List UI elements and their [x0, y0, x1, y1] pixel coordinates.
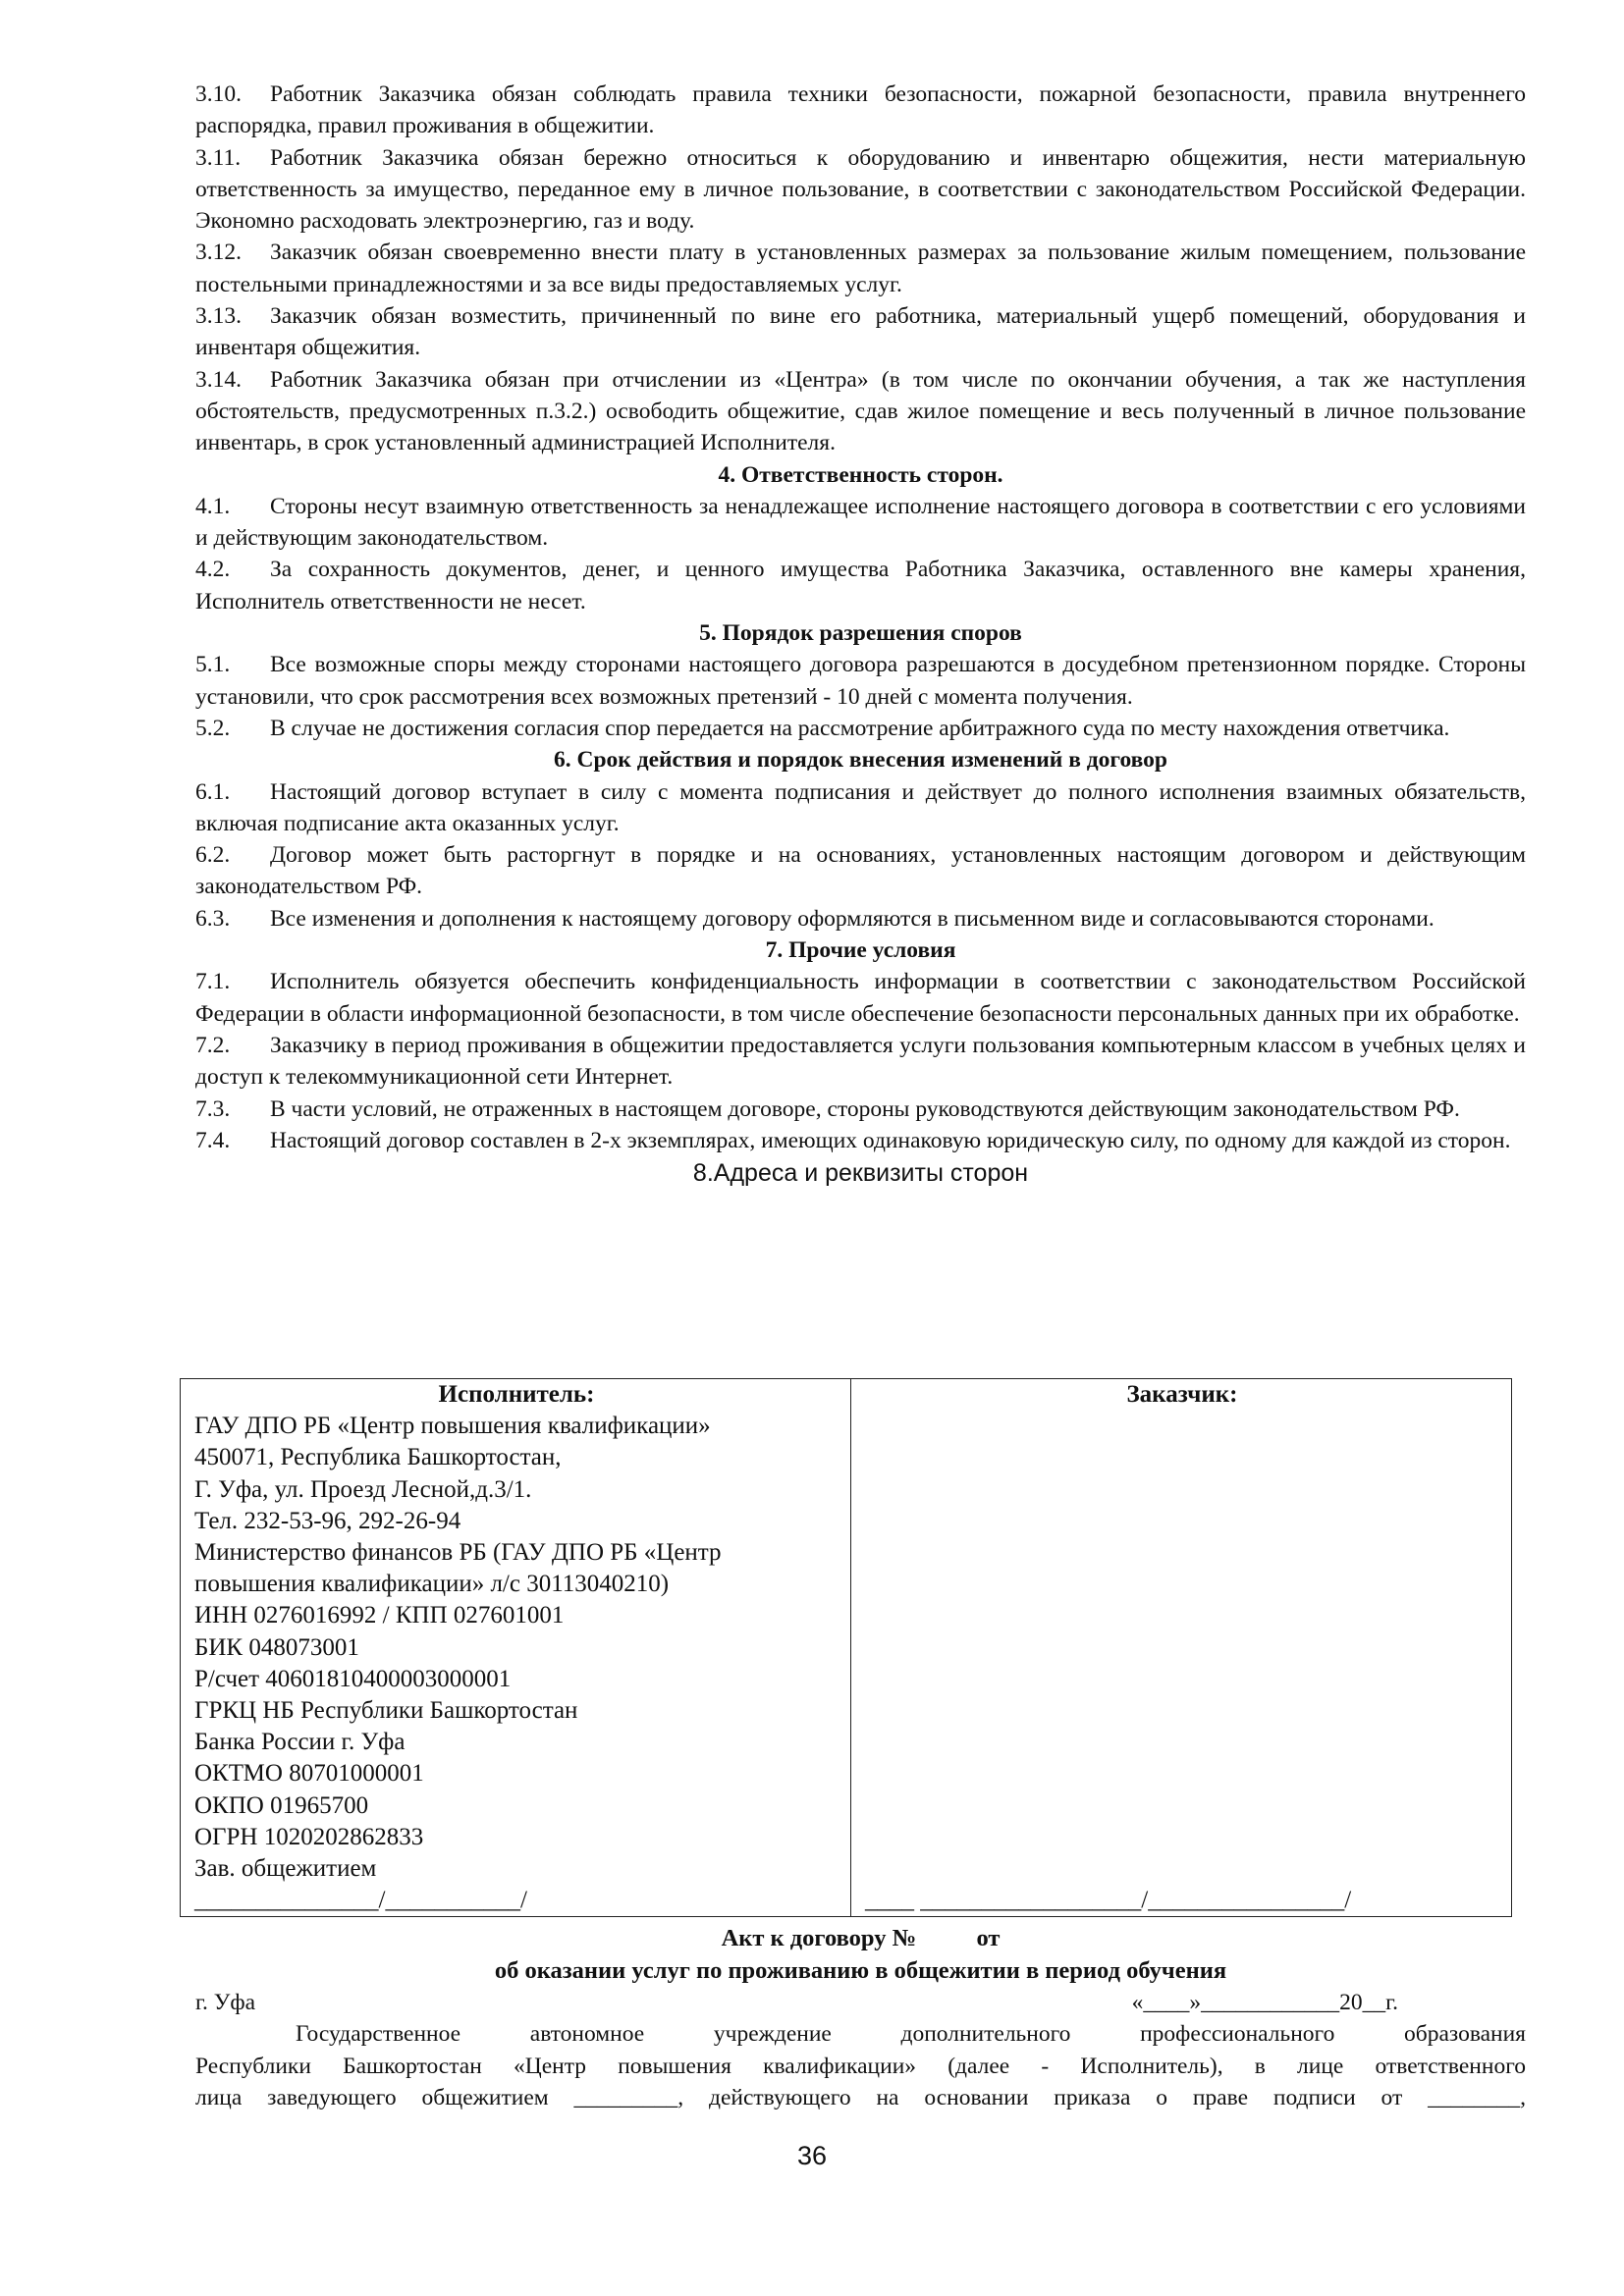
- act-body-line: Республики Башкортостан «Центр повышения квалификации» (далее - Исполнитель), в лице ответственного: [195, 2053, 1526, 2079]
- executor-line: Тел. 232-53-96, 292-26-94: [194, 1507, 461, 1534]
- executor-line: повышения квалификации» л/с 30113040210): [194, 1571, 670, 1598]
- executor-line: БИК 048073001: [194, 1633, 359, 1661]
- executor-line: ГАУ ДПО РБ «Центр повышения квалификации»: [194, 1413, 711, 1440]
- clause-4-2: 4.2. За сохранность документов, денег, и ценного имущества Работника Заказчика, оставленного вне камеры хранения, Исполнитель ответственности не несет.: [195, 557, 1526, 614]
- executor-heading: Исполнитель:: [438, 1381, 595, 1408]
- executor-cell: [181, 1379, 851, 1917]
- customer-heading: Заказчик:: [1126, 1381, 1238, 1408]
- act-subtitle: об оказании услуг по проживанию в общежитии в период обучения: [494, 1957, 1227, 1984]
- executor-line: ИНН 0276016992 / КПП 027601001: [194, 1602, 565, 1629]
- executor-line: Г. Уфа, ул. Проезд Лесной,д.3/1.: [194, 1475, 532, 1503]
- act-title: Акт к договору № от: [721, 1925, 1001, 1951]
- executor-signature-line: _______________/___________/: [194, 1887, 527, 1914]
- customer-signature-line: ____ __________________/________________/: [865, 1887, 1352, 1914]
- section-7-title: 7. Прочие условия: [765, 937, 956, 964]
- clause-3-13: 3.13. Заказчик обязан возместить, причиненный по вине его работника, материальный ущерб помещений, оборудования и инвентаря общежития.: [195, 303, 1526, 361]
- act-city: г. Уфа: [195, 1990, 256, 2015]
- clause-3-11: 3.11. Работник Заказчика обязан бережно относиться к оборудованию и инвентарю общежития, нести материальную ответственность за имущество, переданное ему в личное пользование, в соответствии с законодательством Российской Федерации. Экономно расходовать электроэнергию, газ и воду.: [195, 144, 1526, 235]
- executor-line: ОГРН 1020202862833: [194, 1823, 424, 1850]
- executor-line: Зав. общежитием: [194, 1855, 377, 1883]
- clause-6-1: 6.1. Настоящий договор вступает в силу с момента подписания и действует до полного исполнения взаимных обязательств, включая подписание акта оказанных услуг.: [195, 778, 1526, 836]
- act-date: «____»____________20__г.: [1131, 1990, 1398, 2015]
- executor-line: Министерство финансов РБ (ГАУ ДПО РБ «Центр: [194, 1539, 722, 1567]
- clause-4-1: 4.1. Стороны несут взаимную ответственность за ненадлежащее исполнение настоящего договора в соответствии с его условиями и действующим законодательством.: [195, 493, 1526, 552]
- act-place-date: [195, 1987, 1526, 2018]
- section-5-title: 5. Порядок разрешения споров: [699, 620, 1022, 647]
- requisites-table: [180, 1378, 1512, 1917]
- clause-7-3: 7.3. В части условий, не отраженных в настоящем договоре, стороны руководствуются действующим законодательством РФ.: [195, 1095, 1460, 1122]
- act-body-line: лица заведующего общежитием _________, действующего на основании приказа о праве подписи от ________,: [195, 2084, 1526, 2110]
- executor-line: ГРКЦ НБ Республики Башкортостан: [194, 1697, 578, 1725]
- customer-cell: [851, 1379, 1512, 1917]
- clause-6-2: 6.2. Договор может быть расторгнут в порядке и на основаниях, установленных настоящим договором и действующим законодательством РФ.: [195, 842, 1526, 900]
- executor-line: Р/счет 40601810400003000001: [194, 1665, 512, 1692]
- page-number: 36: [796, 2141, 828, 2170]
- contract-text: [195, 79, 1526, 1190]
- clause-3-14: 3.14. Работник Заказчика обязан при отчислении из «Центра» (в том числе по окончании обучения, а так же наступления обстоятельств, предусмотренных п.3.2.) освободить общежитие, сдав жилое помещение и весь полученный в личное пользование инвентарь, в срок установленный администрацией Исполнителя.: [195, 366, 1526, 456]
- executor-line: ОКТМО 80701000001: [194, 1760, 424, 1788]
- executor-line: ОКПО 01965700: [194, 1791, 369, 1819]
- clause-3-12: 3.12. Заказчик обязан своевременно внести плату в установленных размерах за пользование жилым помещением, пользование постельными принадлежностями и за все виды предоставляемых услуг.: [195, 240, 1526, 297]
- section-6-title: 6. Срок действия и порядок внесения изменений в договор: [553, 747, 1168, 774]
- clause-7-1: 7.1. Исполнитель обязуется обеспечить конфиденциальность информации в соответствии с законодательством Российской Федерации в области информационной безопасности, в том числе обеспечение безопасности персональных данных при их обработке.: [195, 969, 1526, 1027]
- section-8-title: 8.Адреса и реквизиты сторон: [692, 1159, 1029, 1188]
- clause-6-3: 6.3. Все изменения и дополнения к настоящему договору оформляются в письменном виде и согласовываются сторонами.: [195, 905, 1435, 932]
- clause-7-2: 7.2. Заказчику в период проживания в общежитии предоставляется услуги пользования компьютерным классом в учебных целях и доступ к телекоммуникационной сети Интернет.: [195, 1032, 1526, 1091]
- clause-5-1: 5.1. Все возможные споры между сторонами настоящего договора разрешаются в досудебном претензионном порядке. Стороны установили, что срок рассмотрения всех возможных претензий - 10 дней с момента получения.: [195, 652, 1526, 710]
- executor-line: 450071, Республика Башкортостан,: [194, 1444, 562, 1471]
- act-body-line: Государственное автономное учреждение дополнительного профессионального образования: [296, 2021, 1526, 2048]
- clause-3-10: 3.10. Работник Заказчика обязан соблюдать правила техники безопасности, пожарной безопасности, правила внутреннего распорядка, правил проживания в общежитии.: [195, 81, 1526, 139]
- clause-5-2: 5.2. В случае не достижения согласия спор передается на рассмотрение арбитражного суда по месту нахождения ответчика.: [195, 715, 1450, 741]
- executor-line: Банка России г. Уфа: [194, 1729, 406, 1756]
- act-section: [195, 1922, 1526, 2113]
- clause-7-4: 7.4. Настоящий договор составлен в 2-х экземплярах, имеющих одинаковую юридическую силу, по одному для каждой из сторон.: [195, 1127, 1511, 1153]
- section-4-title: 4. Ответственность сторон.: [718, 461, 1003, 488]
